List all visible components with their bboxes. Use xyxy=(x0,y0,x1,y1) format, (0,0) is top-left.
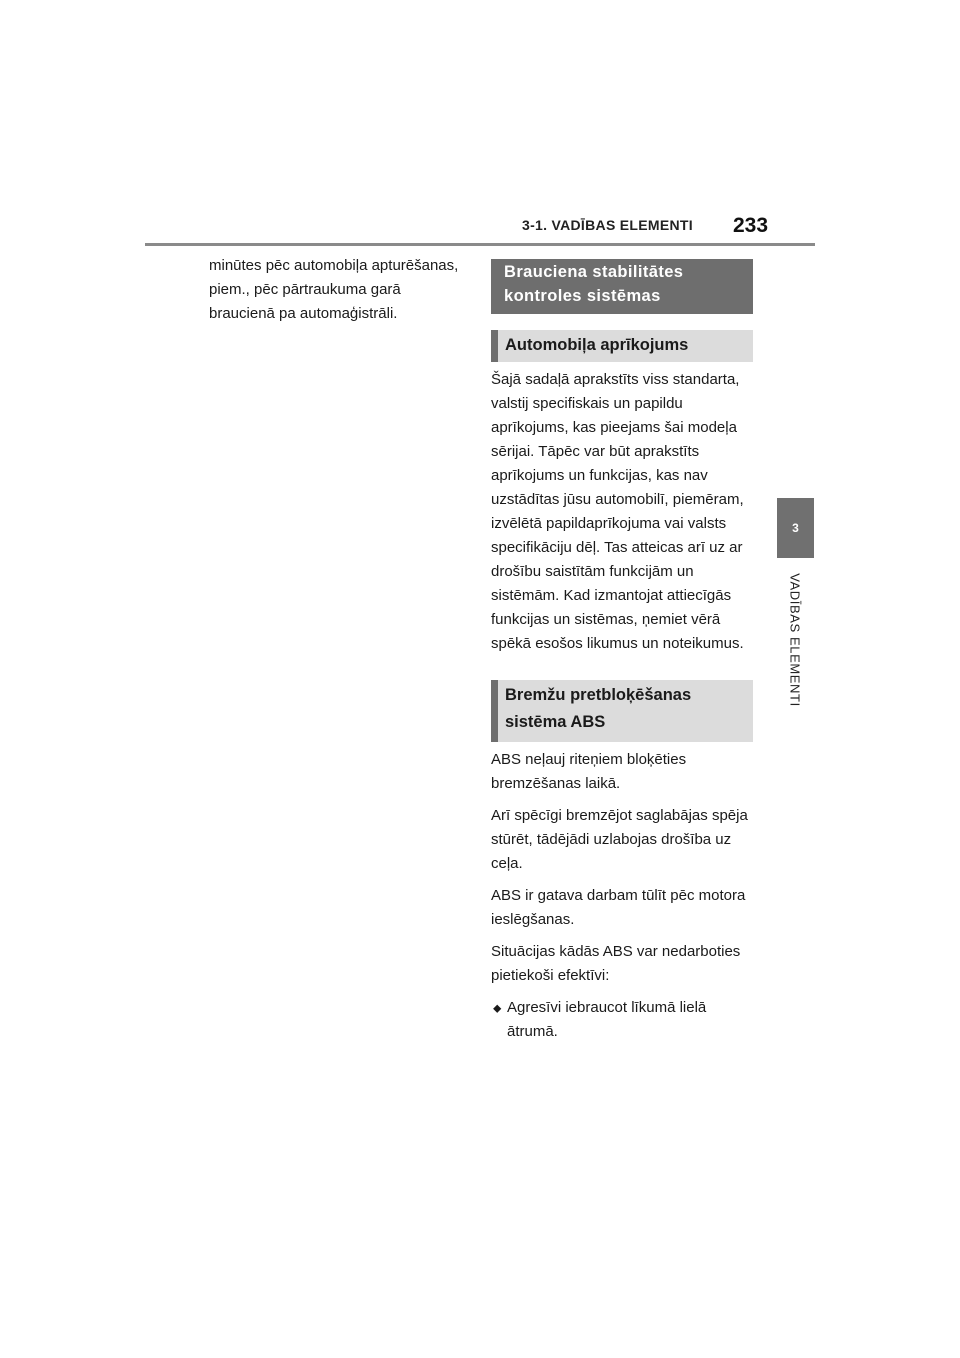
chapter-side-label: VADĪBAS ELEMENTI xyxy=(787,573,803,707)
equipment-paragraph: Šajā sadaļā aprakstīts viss standarta, valstij specifiskais un papildu aprīkojums, kas pieejams šai modeļa sērijai. Tāpēc var būt aprakstīts aprīkojums un funkcijas, kas nav uzstādītas jūsu automobilī, piemēram, izvēlētā papildaprīkojuma vai valsts specifikāciju dēļ. Tas atteicas arī uz ar drošību saistītām funkcijām un sistēmām. Kad izmantojat attiecīgās funkcijas un sistēmas, ņemiet vērā spēkā esošos likumus un noteikumus. xyxy=(491,371,744,652)
abs-paragraph-3: ABS ir gatava darbam tūlīt pēc motora ieslēgšanas. xyxy=(491,887,746,928)
abs-paragraph-2: Arī spēcīgi bremzējot saglabājas spēja stūrēt, tādējādi uzlabojas drošība uz ceļa. xyxy=(491,807,748,872)
header-section-title: 3-1. VADĪBAS ELEMENTI xyxy=(522,217,693,233)
section-title: Brauciena stabilitātes kontroles sistēmas xyxy=(491,259,753,314)
header-rule xyxy=(145,243,815,246)
chapter-tab: 3 xyxy=(777,498,814,558)
abs-paragraph-1: ABS neļauj riteņiem bloķēties bremzēšanas laikā. xyxy=(491,751,687,792)
right-column xyxy=(491,259,753,1044)
page-number: 233 xyxy=(733,214,769,237)
bullet-diamond-icon: ⬥ xyxy=(493,1001,502,1015)
left-column xyxy=(209,254,469,326)
subsection-heading-equipment: Automobiļa aprīkojums xyxy=(491,330,753,362)
continued-paragraph: minūtes pēc automobiļa apturēšanas, piem., pēc pārtraukuma garā braucienā pa automaģistrāli. xyxy=(209,257,459,322)
subsection-heading-abs: Bremžu pretbloķēšanas sistēma ABS xyxy=(491,680,753,742)
list-item-text: Agresīvi iebraucot līkumā lielā ātrumā. xyxy=(507,999,707,1040)
abs-paragraph-4: Situācijas kādās ABS var nedarboties pietiekoši efektīvi: xyxy=(491,943,741,984)
list-item xyxy=(491,996,753,1044)
